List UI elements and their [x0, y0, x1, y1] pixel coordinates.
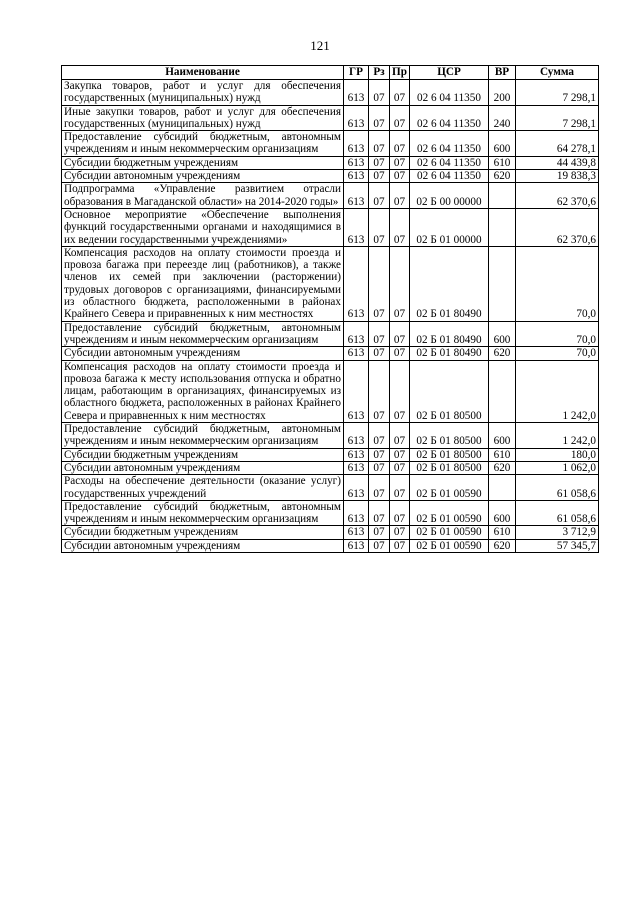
row-sum-cell: 180,0 — [516, 448, 599, 461]
row-gr-cell: 613 — [344, 423, 369, 449]
column-header-pr: Пр — [390, 66, 410, 80]
row-sum-cell: 62 370,6 — [516, 183, 599, 209]
row-sum-cell: 61 058,6 — [516, 500, 599, 526]
column-header-name: Наименование — [62, 66, 344, 80]
row-sum-cell: 1 242,0 — [516, 360, 599, 422]
row-vr-cell — [489, 183, 516, 209]
row-pr-cell: 07 — [390, 500, 410, 526]
row-gr-cell: 613 — [344, 321, 369, 347]
row-csr-cell: 02 Б 01 80500 — [410, 448, 489, 461]
column-header-rz: Рз — [369, 66, 390, 80]
row-sum-cell: 70,0 — [516, 246, 599, 321]
row-name-cell: Предоставление субсидий бюджетным, автономным учреждениям и иным некоммерческим организациям — [62, 500, 344, 526]
row-sum-cell: 3 712,9 — [516, 526, 599, 539]
row-pr-cell: 07 — [390, 246, 410, 321]
row-rz-cell: 07 — [369, 183, 390, 209]
row-name-cell: Основное мероприятие «Обеспечение выполнения функций государственными органами и находящимися в их ведении государственными учреждениями» — [62, 208, 344, 246]
row-name-cell: Предоставление субсидий бюджетным, автономным учреждениям и иным некоммерческим организациям — [62, 131, 344, 157]
row-sum-cell: 1 062,0 — [516, 461, 599, 474]
column-header-sum: Сумма — [516, 66, 599, 80]
row-pr-cell: 07 — [390, 321, 410, 347]
row-rz-cell: 07 — [369, 526, 390, 539]
row-gr-cell: 613 — [344, 448, 369, 461]
budget-table — [61, 65, 599, 553]
row-csr-cell: 02 Б 01 00590 — [410, 539, 489, 552]
row-pr-cell: 07 — [390, 208, 410, 246]
row-csr-cell: 02 6 04 11350 — [410, 80, 489, 106]
row-gr-cell: 613 — [344, 105, 369, 131]
table-row — [62, 500, 599, 526]
row-pr-cell: 07 — [390, 448, 410, 461]
row-csr-cell: 02 Б 01 80490 — [410, 246, 489, 321]
table-header-row — [62, 66, 599, 80]
table-row — [62, 360, 599, 422]
row-name-cell: Расходы на обеспечение деятельности (оказание услуг) государственных учреждений — [62, 475, 344, 501]
row-name-cell: Подпрограмма «Управление развитием отрасли образования в Магаданской области» на 2014-2020 годы» — [62, 183, 344, 209]
row-vr-cell: 610 — [489, 156, 516, 169]
row-sum-cell: 1 242,0 — [516, 423, 599, 449]
row-csr-cell: 02 Б 01 80500 — [410, 423, 489, 449]
row-rz-cell: 07 — [369, 461, 390, 474]
row-name-cell: Субсидии автономным учреждениям — [62, 461, 344, 474]
column-header-vr: ВР — [489, 66, 516, 80]
row-vr-cell: 200 — [489, 80, 516, 106]
row-vr-cell: 620 — [489, 347, 516, 360]
row-pr-cell: 07 — [390, 475, 410, 501]
table-row — [62, 347, 599, 360]
row-vr-cell — [489, 360, 516, 422]
row-csr-cell: 02 Б 01 00590 — [410, 475, 489, 501]
row-rz-cell: 07 — [369, 170, 390, 183]
row-rz-cell: 07 — [369, 156, 390, 169]
row-pr-cell: 07 — [390, 131, 410, 157]
column-header-csr: ЦСР — [410, 66, 489, 80]
row-name-cell: Предоставление субсидий бюджетным, автономным учреждениям и иным некоммерческим организациям — [62, 321, 344, 347]
row-gr-cell: 613 — [344, 183, 369, 209]
row-gr-cell: 613 — [344, 539, 369, 552]
row-vr-cell: 610 — [489, 448, 516, 461]
row-gr-cell: 613 — [344, 526, 369, 539]
row-gr-cell: 613 — [344, 170, 369, 183]
row-name-cell: Компенсация расходов на оплату стоимости проезда и провоза багажа к месту использования отпуска и обратно лицам, работающим в организациях, финансируемых из областного бюджета, расположенных в районах Крайнего Севера и приравненных к ним местностях — [62, 360, 344, 422]
table-row — [62, 80, 599, 106]
row-pr-cell: 07 — [390, 170, 410, 183]
table-row — [62, 170, 599, 183]
row-vr-cell — [489, 208, 516, 246]
row-csr-cell: 02 Б 01 00590 — [410, 500, 489, 526]
row-vr-cell: 620 — [489, 170, 516, 183]
row-gr-cell: 613 — [344, 156, 369, 169]
row-gr-cell: 613 — [344, 461, 369, 474]
row-rz-cell: 07 — [369, 475, 390, 501]
row-rz-cell: 07 — [369, 80, 390, 106]
row-sum-cell: 7 298,1 — [516, 80, 599, 106]
row-sum-cell: 57 345,7 — [516, 539, 599, 552]
table-row — [62, 208, 599, 246]
row-vr-cell — [489, 246, 516, 321]
table-row — [62, 105, 599, 131]
row-csr-cell: 02 Б 01 80490 — [410, 321, 489, 347]
table-row — [62, 539, 599, 552]
page-number: 121 — [310, 38, 330, 53]
row-sum-cell: 7 298,1 — [516, 105, 599, 131]
row-gr-cell: 613 — [344, 80, 369, 106]
row-name-cell: Субсидии автономным учреждениям — [62, 347, 344, 360]
table-row — [62, 475, 599, 501]
row-gr-cell: 613 — [344, 208, 369, 246]
row-vr-cell: 600 — [489, 423, 516, 449]
row-vr-cell: 600 — [489, 500, 516, 526]
row-vr-cell: 600 — [489, 131, 516, 157]
row-rz-cell: 07 — [369, 448, 390, 461]
row-csr-cell: 02 Б 00 00000 — [410, 183, 489, 209]
row-pr-cell: 07 — [390, 461, 410, 474]
row-sum-cell: 62 370,6 — [516, 208, 599, 246]
row-csr-cell: 02 6 04 11350 — [410, 156, 489, 169]
row-csr-cell: 02 Б 01 80500 — [410, 461, 489, 474]
row-pr-cell: 07 — [390, 539, 410, 552]
row-rz-cell: 07 — [369, 321, 390, 347]
row-csr-cell: 02 Б 01 80500 — [410, 360, 489, 422]
table-row — [62, 131, 599, 157]
row-name-cell: Субсидии автономным учреждениям — [62, 170, 344, 183]
table-body — [62, 80, 599, 553]
row-name-cell: Субсидии бюджетным учреждениям — [62, 526, 344, 539]
table-row — [62, 526, 599, 539]
row-name-cell: Субсидии автономным учреждениям — [62, 539, 344, 552]
row-name-cell: Закупка товаров, работ и услуг для обеспечения государственных (муниципальных) нужд — [62, 80, 344, 106]
row-gr-cell: 613 — [344, 475, 369, 501]
row-name-cell: Субсидии бюджетным учреждениям — [62, 448, 344, 461]
row-name-cell: Субсидии бюджетным учреждениям — [62, 156, 344, 169]
row-gr-cell: 613 — [344, 246, 369, 321]
row-rz-cell: 07 — [369, 423, 390, 449]
table-row — [62, 423, 599, 449]
table-row — [62, 246, 599, 321]
row-vr-cell: 610 — [489, 526, 516, 539]
row-rz-cell: 07 — [369, 539, 390, 552]
row-gr-cell: 613 — [344, 500, 369, 526]
row-pr-cell: 07 — [390, 347, 410, 360]
table-row — [62, 448, 599, 461]
row-vr-cell — [489, 475, 516, 501]
row-rz-cell: 07 — [369, 208, 390, 246]
row-rz-cell: 07 — [369, 500, 390, 526]
row-sum-cell: 44 439,8 — [516, 156, 599, 169]
row-pr-cell: 07 — [390, 423, 410, 449]
row-vr-cell: 620 — [489, 461, 516, 474]
row-rz-cell: 07 — [369, 347, 390, 360]
table-row — [62, 156, 599, 169]
table-row — [62, 461, 599, 474]
row-gr-cell: 613 — [344, 347, 369, 360]
row-csr-cell: 02 Б 01 00590 — [410, 526, 489, 539]
row-sum-cell: 19 838,3 — [516, 170, 599, 183]
row-pr-cell: 07 — [390, 105, 410, 131]
row-pr-cell: 07 — [390, 360, 410, 422]
row-vr-cell: 240 — [489, 105, 516, 131]
row-csr-cell: 02 6 04 11350 — [410, 105, 489, 131]
row-name-cell: Компенсация расходов на оплату стоимости проезда и провоза багажа при переезде лиц (работников), а также членов их семей при заключении (расторжении) трудовых договоров с организациями, финансируемыми из областного бюджета, расположенными в районах Крайнего Севера и приравненных к ним местностях — [62, 246, 344, 321]
row-rz-cell: 07 — [369, 246, 390, 321]
table-row — [62, 321, 599, 347]
row-gr-cell: 613 — [344, 131, 369, 157]
row-vr-cell: 620 — [489, 539, 516, 552]
row-csr-cell: 02 6 04 11350 — [410, 131, 489, 157]
row-gr-cell: 613 — [344, 360, 369, 422]
row-sum-cell: 70,0 — [516, 321, 599, 347]
row-pr-cell: 07 — [390, 526, 410, 539]
row-name-cell: Предоставление субсидий бюджетным, автономным учреждениям и иным некоммерческим организациям — [62, 423, 344, 449]
column-header-gr: ГР — [344, 66, 369, 80]
table-row — [62, 183, 599, 209]
row-pr-cell: 07 — [390, 156, 410, 169]
row-vr-cell: 600 — [489, 321, 516, 347]
row-rz-cell: 07 — [369, 131, 390, 157]
row-csr-cell: 02 Б 01 00000 — [410, 208, 489, 246]
row-sum-cell: 64 278,1 — [516, 131, 599, 157]
row-sum-cell: 70,0 — [516, 347, 599, 360]
row-csr-cell: 02 Б 01 80490 — [410, 347, 489, 360]
row-name-cell: Иные закупки товаров, работ и услуг для обеспечения государственных (муниципальных) нужд — [62, 105, 344, 131]
row-rz-cell: 07 — [369, 360, 390, 422]
row-rz-cell: 07 — [369, 105, 390, 131]
row-pr-cell: 07 — [390, 183, 410, 209]
row-pr-cell: 07 — [390, 80, 410, 106]
row-csr-cell: 02 6 04 11350 — [410, 170, 489, 183]
row-sum-cell: 61 058,6 — [516, 475, 599, 501]
